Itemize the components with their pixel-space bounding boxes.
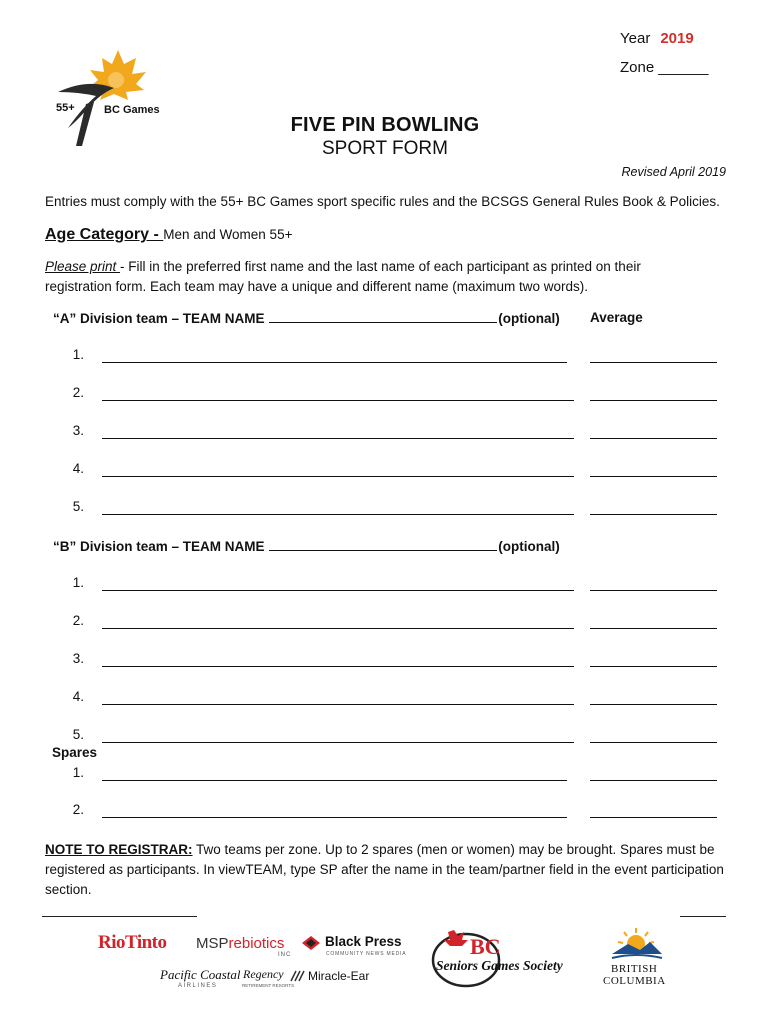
row-number: 2. bbox=[72, 613, 84, 628]
team-name-b-input[interactable] bbox=[269, 538, 497, 551]
row-number: 3. bbox=[72, 651, 84, 666]
black-press-sub: COMMUNITY NEWS MEDIA bbox=[326, 951, 407, 957]
average-heading: Average bbox=[590, 310, 643, 325]
participant-name-input[interactable] bbox=[102, 400, 574, 401]
division-a-row-1 bbox=[0, 347, 770, 367]
logo-55-text: 55+ bbox=[56, 102, 75, 114]
pacific-coastal-sub: AIRLINES bbox=[178, 983, 218, 989]
year-value: 2019 bbox=[660, 30, 694, 47]
british-columbia-logo bbox=[598, 924, 678, 990]
print-instructions-line2: registration form. Each team may have a unique and different name (maximum two words). bbox=[45, 279, 588, 294]
average-input[interactable] bbox=[590, 514, 717, 515]
spare-average-input[interactable] bbox=[590, 817, 717, 818]
footer-divider-right bbox=[680, 916, 726, 917]
age-category bbox=[45, 226, 292, 244]
miracle-ear-icon bbox=[290, 970, 310, 982]
please-print-label: Please print bbox=[45, 259, 121, 274]
spares-row-1 bbox=[0, 765, 770, 785]
year-label: Year bbox=[620, 30, 651, 47]
average-input[interactable] bbox=[590, 476, 717, 477]
participant-name-input[interactable] bbox=[102, 362, 567, 363]
average-input[interactable] bbox=[590, 666, 717, 667]
participant-name-input[interactable] bbox=[102, 438, 574, 439]
spare-name-input[interactable] bbox=[102, 817, 567, 818]
division-b-row-4 bbox=[0, 689, 770, 709]
print-instructions-text: - Fill in the preferred first name and the last name of each participant as printed on their bbox=[120, 259, 641, 274]
participant-name-input[interactable] bbox=[102, 628, 574, 629]
average-input[interactable] bbox=[590, 438, 717, 439]
miracle-ear-text: Miracle-Ear bbox=[308, 969, 370, 983]
average-input[interactable] bbox=[590, 704, 717, 705]
division-a-row-4 bbox=[0, 461, 770, 481]
bcsgs-name-text: Seniors Games Society bbox=[436, 958, 563, 973]
bcsgs-bc-text: BC bbox=[470, 934, 501, 959]
participant-name-input[interactable] bbox=[102, 704, 574, 705]
note-text: Two teams per zone. Up to 2 spares (men or women) may be brought. Spares must be registered as participants. In viewTEAM, type SP after the name in the team/partner field in the event participation section. bbox=[45, 842, 724, 897]
spare-average-input[interactable] bbox=[590, 780, 717, 781]
row-number: 3. bbox=[72, 423, 84, 438]
compliance-text: Entries must comply with the 55+ BC Games sport specific rules and the BCSGS General Rules Book & Policies. bbox=[45, 194, 720, 209]
division-b-row-1 bbox=[0, 575, 770, 595]
form-title: FIVE PIN BOWLING bbox=[290, 114, 480, 136]
bc-seniors-games-logo bbox=[426, 922, 576, 988]
row-number: 1. bbox=[72, 575, 84, 590]
spares-row-2 bbox=[0, 802, 770, 822]
note-heading: NOTE TO REGISTRAR: bbox=[45, 842, 193, 857]
black-press-icon bbox=[300, 935, 322, 951]
regency-logo: Regency bbox=[243, 967, 284, 981]
participant-name-input[interactable] bbox=[102, 590, 574, 591]
division-a-optional: (optional) bbox=[498, 311, 560, 326]
bcsgs-emblem-icon bbox=[426, 922, 576, 988]
msp-text: MSP bbox=[196, 935, 229, 952]
bc-sunrise-icon bbox=[598, 924, 678, 962]
age-category-value: Men and Women 55+ bbox=[163, 227, 293, 242]
participant-name-input[interactable] bbox=[102, 666, 574, 667]
logo-bc-games-text: BC Games bbox=[104, 104, 160, 116]
division-a-label: “A” Division team – TEAM NAME bbox=[53, 311, 265, 326]
average-input[interactable] bbox=[590, 590, 717, 591]
row-number: 5. bbox=[72, 499, 84, 514]
spares-heading: Spares bbox=[52, 745, 98, 760]
division-b-row-3 bbox=[0, 651, 770, 671]
rebiotics-text: rebiotics bbox=[228, 935, 285, 952]
zone-field: Zone ______ bbox=[620, 59, 709, 76]
division-b-optional: (optional) bbox=[498, 539, 560, 554]
spare-name-input[interactable] bbox=[102, 780, 567, 781]
row-number: 2. bbox=[72, 802, 84, 817]
row-number: 4. bbox=[72, 461, 84, 476]
average-input[interactable] bbox=[590, 400, 717, 401]
participant-name-input[interactable] bbox=[102, 514, 574, 515]
footer-divider-left bbox=[42, 916, 197, 917]
british-text: BRITISH bbox=[611, 963, 658, 975]
average-input[interactable] bbox=[590, 742, 717, 743]
revised-date: Revised April 2019 bbox=[621, 165, 726, 179]
participant-name-input[interactable] bbox=[102, 742, 574, 743]
regency-sub: RETIREMENT RESORTS bbox=[242, 983, 295, 988]
team-name-a-input[interactable] bbox=[269, 310, 497, 323]
row-number: 1. bbox=[72, 347, 84, 362]
age-category-heading: Age Category - bbox=[45, 226, 164, 243]
riotinto-logo: RioTinto bbox=[98, 932, 167, 953]
average-input[interactable] bbox=[590, 628, 717, 629]
form-subtitle: SPORT FORM bbox=[322, 138, 448, 159]
print-instructions bbox=[45, 259, 641, 274]
black-press-text: Black Press bbox=[325, 934, 402, 949]
division-a-row-2 bbox=[0, 385, 770, 405]
row-number: 2. bbox=[72, 385, 84, 400]
year-field bbox=[620, 30, 694, 47]
division-b-heading bbox=[53, 538, 560, 554]
division-b-label: “B” Division team – TEAM NAME bbox=[53, 539, 265, 554]
participant-name-input[interactable] bbox=[102, 476, 574, 477]
row-number: 1. bbox=[72, 765, 84, 780]
msprebiotics-logo bbox=[196, 935, 284, 952]
division-a-heading bbox=[53, 310, 560, 326]
msp-inc-text: INC bbox=[278, 952, 292, 958]
division-a-row-5 bbox=[0, 499, 770, 519]
note-to-registrar bbox=[45, 840, 735, 900]
pacific-coastal-logo: Pacific Coastal bbox=[160, 967, 241, 982]
average-input[interactable] bbox=[590, 362, 717, 363]
columbia-text: COLUMBIA bbox=[603, 975, 666, 987]
division-b-row-5 bbox=[0, 727, 770, 747]
division-b-row-2 bbox=[0, 613, 770, 633]
division-a-row-3 bbox=[0, 423, 770, 443]
row-number: 4. bbox=[72, 689, 84, 704]
row-number: 5. bbox=[72, 727, 84, 742]
